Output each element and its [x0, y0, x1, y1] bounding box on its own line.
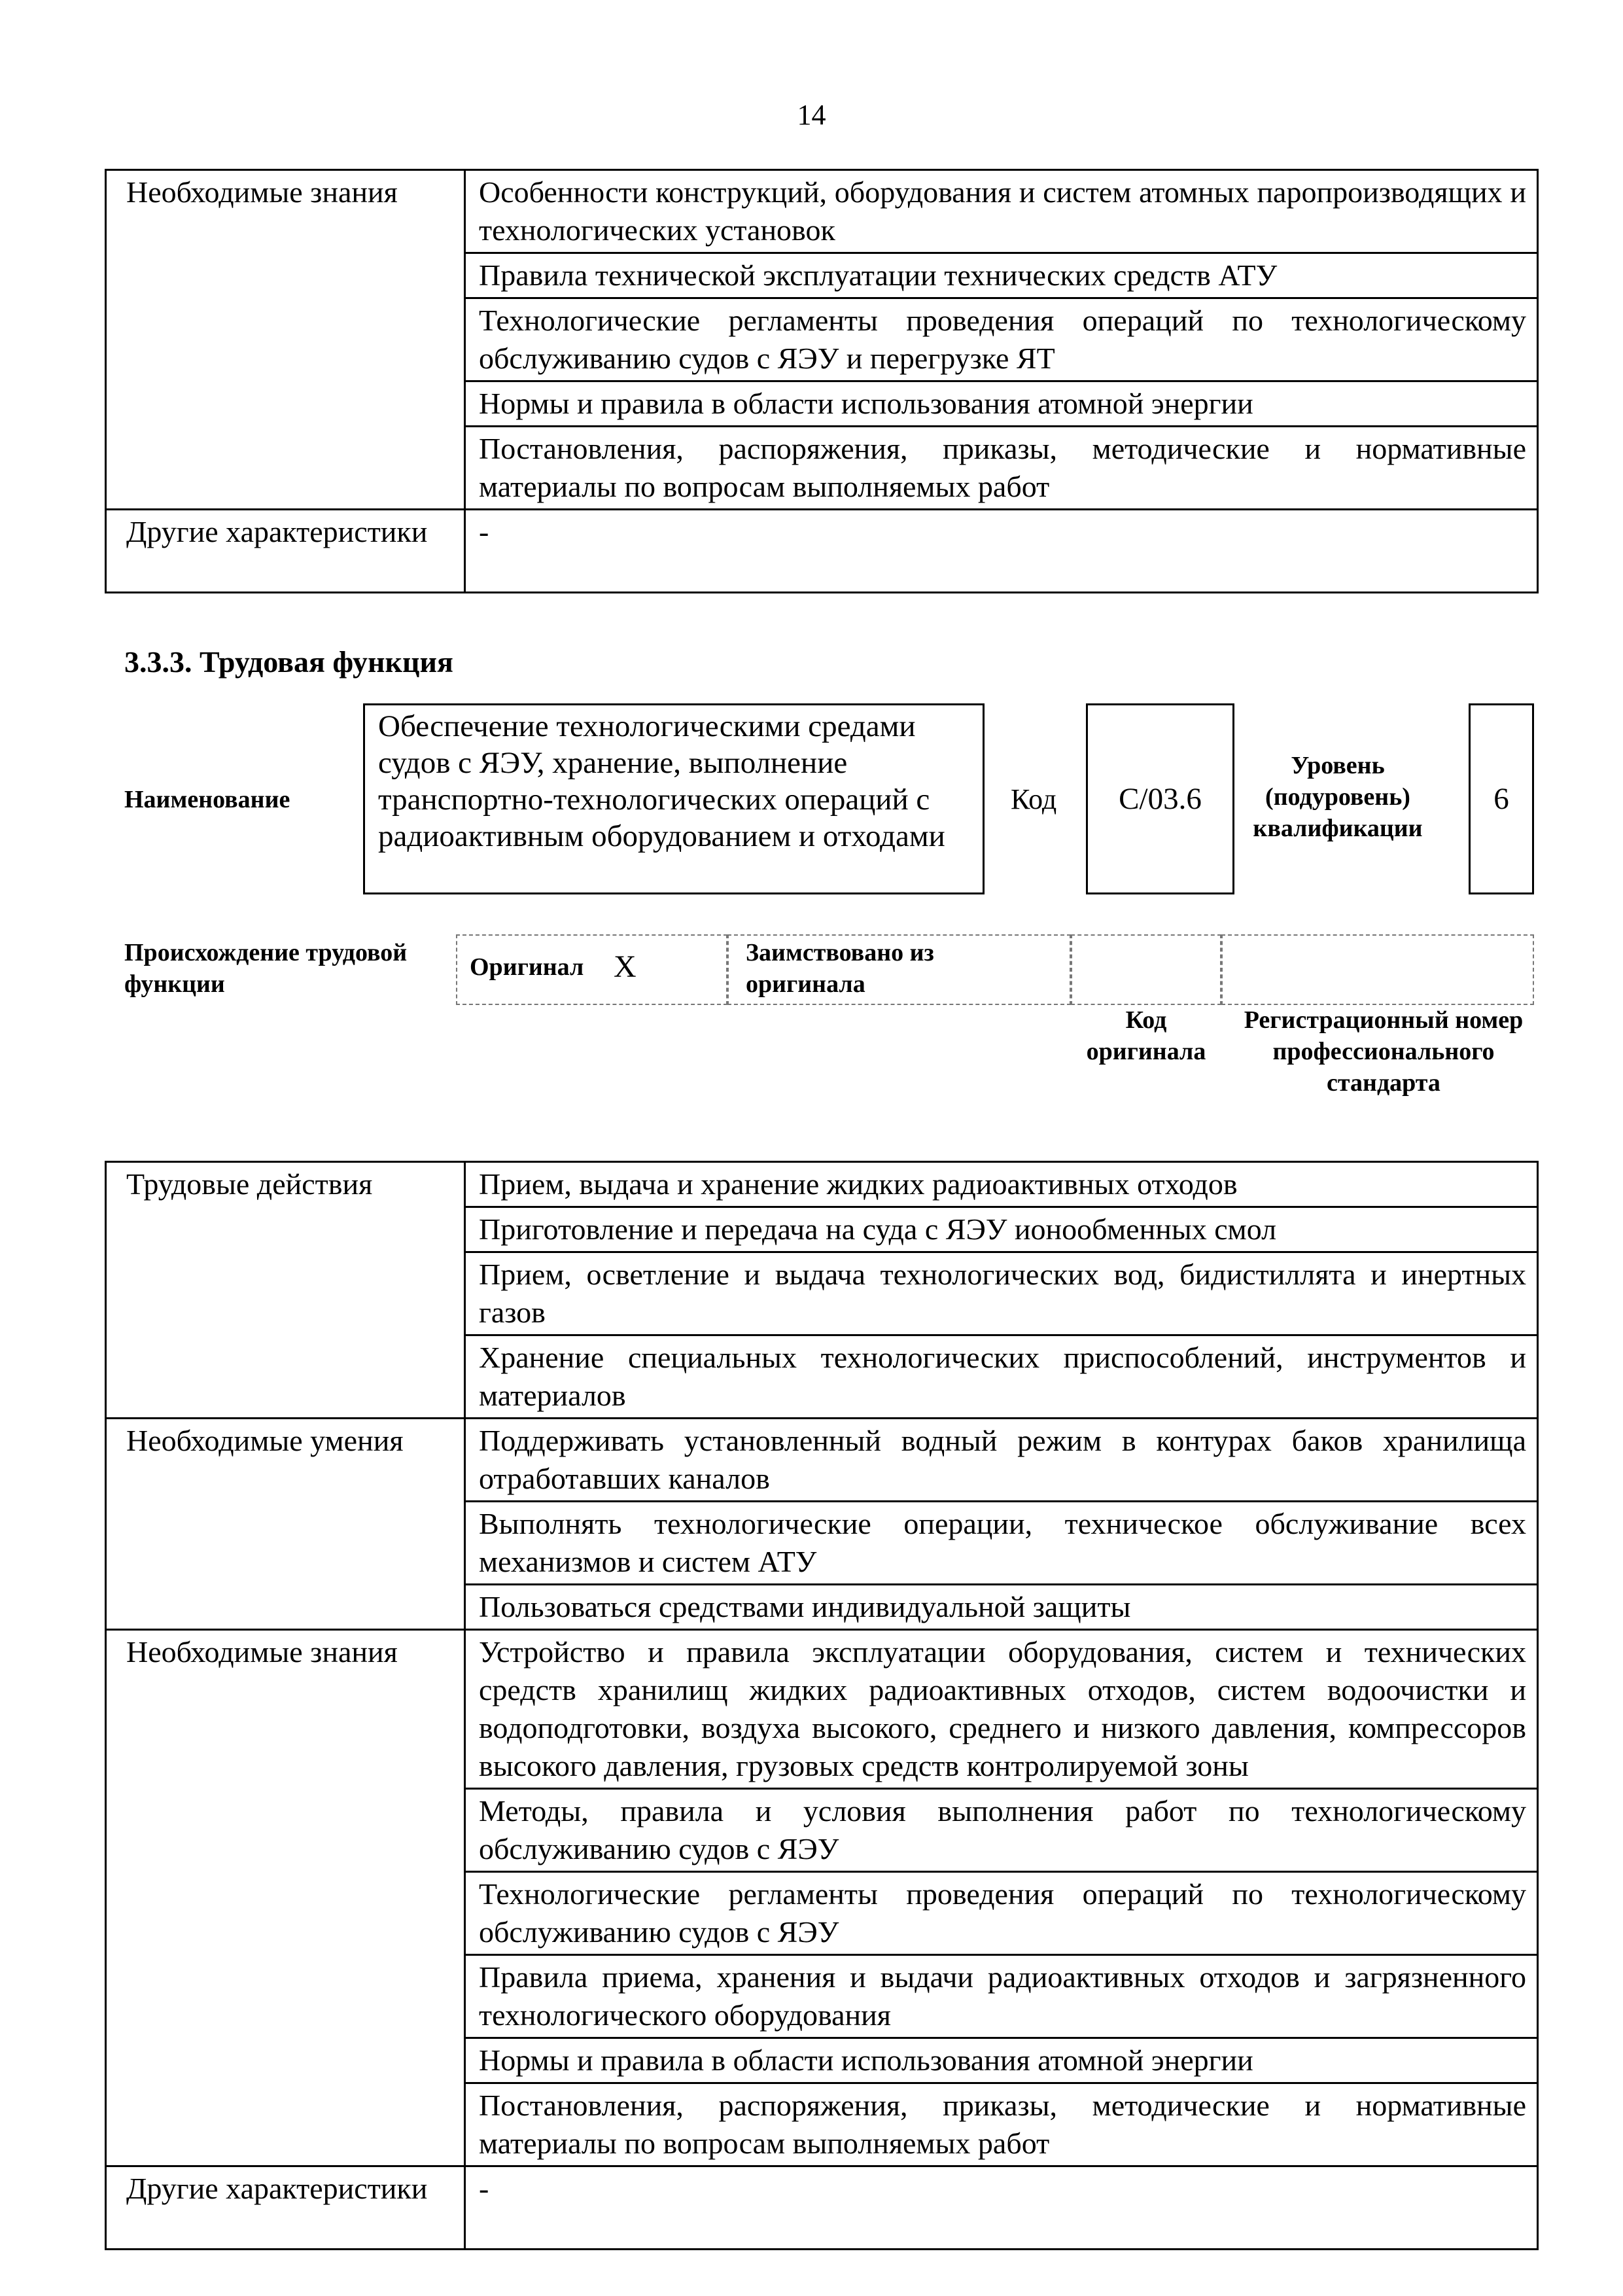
level-box [1469, 703, 1534, 894]
table-cell: Правила приема, хранения и выдачи радиоактивных отходов и загрязненного технологического оборудования [465, 1955, 1538, 2038]
reg-number-cell [1221, 934, 1534, 1005]
borrowed-label: Заимствовано из оригинала [746, 939, 934, 998]
table-cell: Методы, правила и условия выполнения работ по технологическому обслуживанию судов с ЯЭУ [465, 1789, 1538, 1872]
origin-label: Происхождение трудовой функции [124, 939, 408, 998]
table-cell: Нормы и правила в области использования атомной энергии [465, 381, 1538, 427]
section-title: 3.3.3. Трудовая функция [124, 645, 453, 679]
row-label-other: Другие характеристики [106, 2166, 465, 2250]
level-label: Уровень (подуровень) квалификации [1253, 752, 1423, 842]
code-label: Код [1011, 783, 1057, 815]
table-row [106, 1630, 1538, 1789]
table-cell: Приготовление и передача на суда с ЯЭУ ионообменных смол [465, 1207, 1538, 1252]
table-row [106, 1162, 1538, 1207]
table-cell: Прием, осветление и выдача технологических вод, бидистиллята и инертных газов [465, 1252, 1538, 1335]
name-label: Наименование [124, 786, 290, 813]
table-cell: Выполнять технологические операции, техническое обслуживание всех механизмов и систем АТУ [465, 1502, 1538, 1585]
table-cell: Устройство и правила эксплуатации оборудования, систем и технических средств хранилищ жидких радиоактивных отходов, систем водоочистки и водоподготовки, воздуха высокого, среднего и низкого давления, компрессоров высокого давления, грузовых средств контролируемой зоны [465, 1630, 1538, 1789]
table-row [106, 2166, 1538, 2250]
table-row [106, 1419, 1538, 1502]
table-cell: - [465, 510, 1538, 593]
function-name-value: Обеспечение технологическими средами судов с ЯЭУ, хранение, выполнение транспортно-технологических операций с радиоактивным оборудованием и отходами [378, 709, 945, 853]
original-label: Оригинал [470, 953, 584, 981]
level-value: 6 [1493, 782, 1509, 816]
code-original-label: Код оригинала [1086, 1006, 1206, 1065]
function-details-table [105, 1161, 1539, 2250]
row-label-actions: Трудовые действия [106, 1162, 465, 1419]
original-mark: X [614, 949, 637, 984]
row-label-knowledge: Необходимые знания [106, 1630, 465, 2166]
table-cell: Прием, выдача и хранение жидких радиоактивных отходов [465, 1162, 1538, 1207]
table-cell: Пользоваться средствами индивидуальной защиты [465, 1585, 1538, 1630]
table-cell: Постановления, распоряжения, приказы, методические и нормативные материалы по вопросам выполняемых работ [465, 2083, 1538, 2166]
page-number: 14 [797, 99, 826, 131]
table-cell: Поддерживать установленный водный режим в контурах баков хранилища отработавших каналов [465, 1419, 1538, 1502]
table-cell: Нормы и правила в области использования атомной энергии [465, 2038, 1538, 2083]
code-box [1086, 703, 1234, 894]
reg-number-label: Регистрационный номер профессионального стандарта [1244, 1006, 1524, 1097]
table-cell: Технологические регламенты проведения операций по технологическому обслуживанию судов с ЯЭУ и перегрузке ЯТ [465, 298, 1538, 381]
code-value: C/03.6 [1119, 782, 1202, 816]
function-name-box [363, 703, 985, 894]
row-label-other: Другие характеристики [106, 510, 465, 593]
table-cell: - [465, 2166, 1538, 2250]
row-label-skills: Необходимые умения [106, 1419, 465, 1630]
knowledge-table-top [105, 169, 1539, 593]
row-label-knowledge: Необходимые знания [106, 170, 465, 510]
table-row [106, 510, 1538, 593]
table-cell: Постановления, распоряжения, приказы, методические и нормативные материалы по вопросам выполняемых работ [465, 427, 1538, 510]
code-original-cell [1071, 934, 1221, 1005]
table-cell: Особенности конструкций, оборудования и систем атомных паропроизводящих и технологических установок [465, 170, 1538, 253]
table-cell: Правила технической эксплуатации технических средств АТУ [465, 253, 1538, 298]
table-cell: Хранение специальных технологических приспособлений, инструментов и материалов [465, 1335, 1538, 1419]
table-row [106, 170, 1538, 253]
table-cell: Технологические регламенты проведения операций по технологическому обслуживанию судов с ЯЭУ [465, 1872, 1538, 1955]
